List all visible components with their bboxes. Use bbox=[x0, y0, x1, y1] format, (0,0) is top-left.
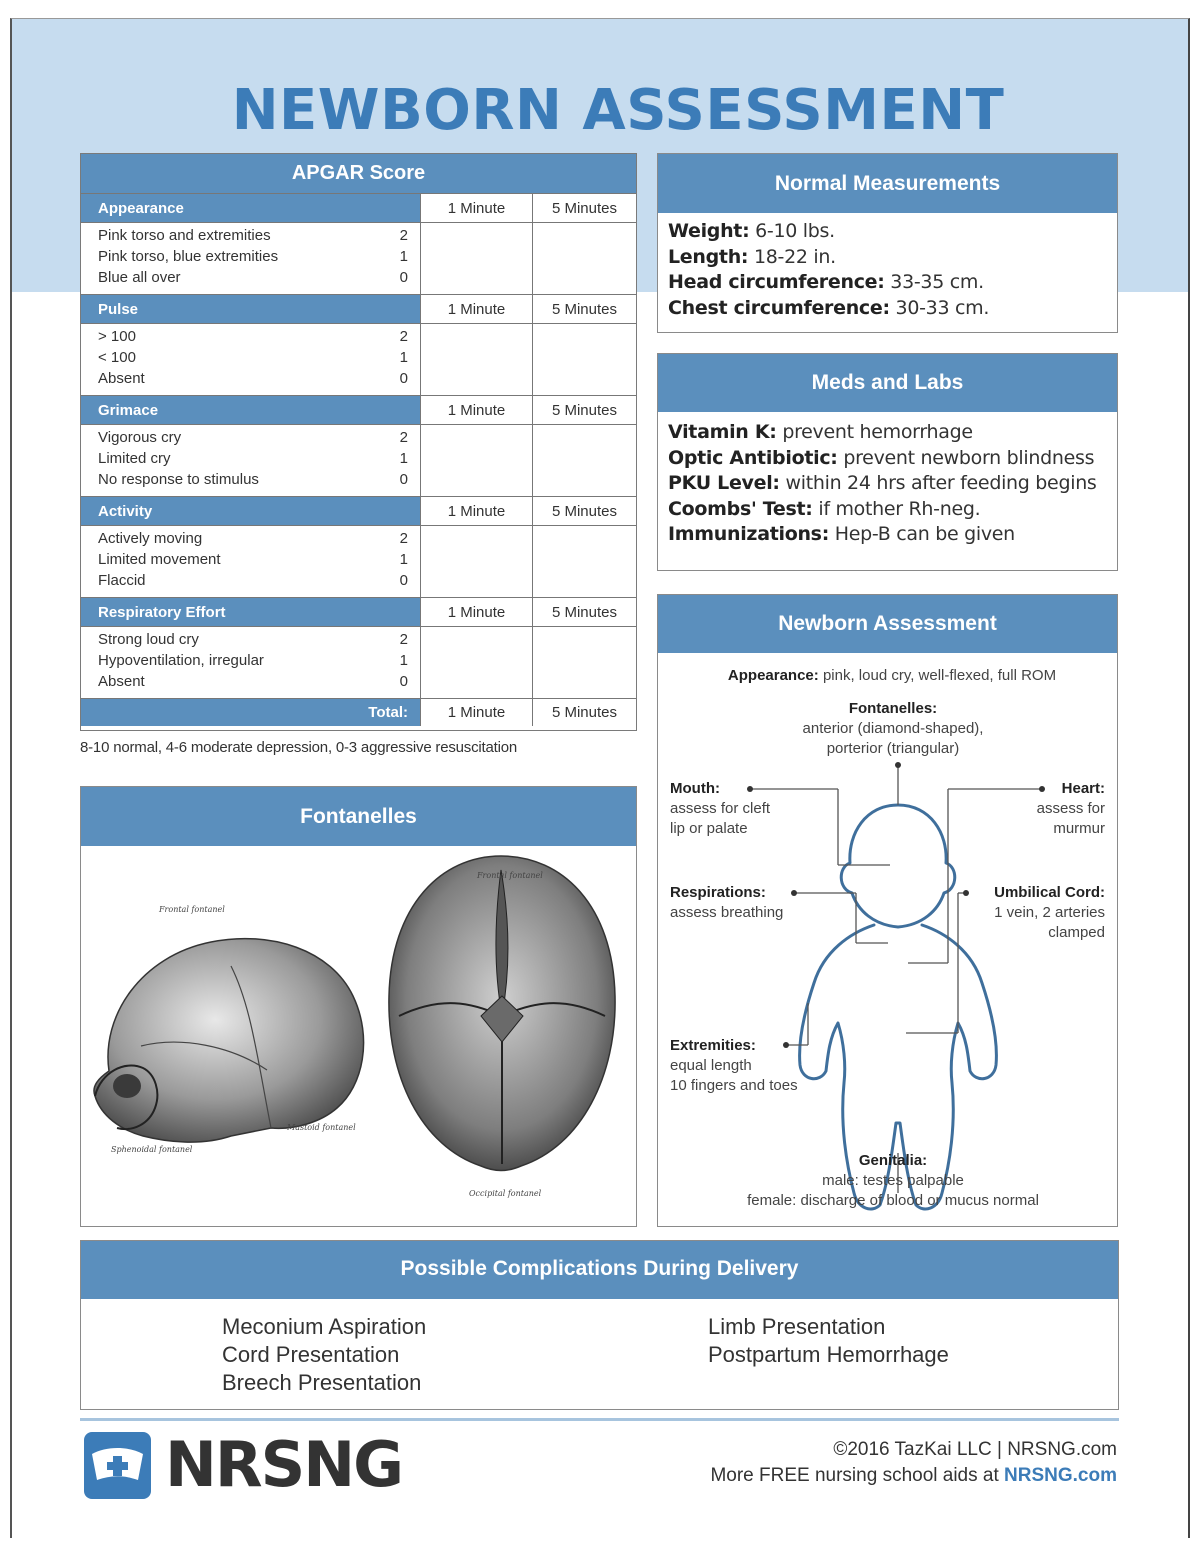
measurement-item: Chest circumference: 30-33 cm. bbox=[668, 296, 990, 319]
measurement-item: Length: 18-22 in. bbox=[668, 245, 836, 268]
criterion-row: Strong loud cry 2 bbox=[98, 631, 408, 648]
minute5-header: 5 Minutes bbox=[532, 194, 636, 222]
copyright-text: ©2016 TazKai LLC | NRSNG.com bbox=[833, 1439, 1117, 1460]
genitalia-note: Genitalia: male: testes palpable female: discharge of blood or mucus normal bbox=[747, 1152, 1039, 1209]
minute1-score-cell[interactable] bbox=[420, 324, 532, 395]
heart-note: Heart: assess for murmur bbox=[1036, 780, 1105, 837]
label-frontal-lateral: Frontal fontanel bbox=[159, 905, 225, 914]
criterion-row: Flaccid 0 bbox=[98, 572, 408, 589]
label-frontal-top: Frontal fontanel bbox=[477, 871, 543, 880]
apgar-section-activity bbox=[81, 496, 636, 597]
complications-right-list bbox=[708, 1313, 949, 1369]
criterion-row: Vigorous cry 2 bbox=[98, 429, 408, 446]
criterion-row: Pink torso, blue extremities 1 bbox=[98, 248, 408, 265]
apgar-section-respiratory bbox=[81, 597, 636, 698]
measurement-item: Weight: 6-10 lbs. bbox=[668, 220, 835, 242]
apgar-section-grimace bbox=[81, 395, 636, 496]
section-label: Activity bbox=[81, 497, 420, 525]
umbilical-cord-note: Umbilical Cord: 1 vein, 2 arteries clamped bbox=[994, 884, 1105, 941]
minute1-header: 1 Minute bbox=[420, 396, 532, 424]
minute5-score-cell[interactable] bbox=[532, 526, 636, 597]
minute5-header: 5 Minutes bbox=[532, 295, 636, 323]
complication-item: Postpartum Hemorrhage bbox=[708, 1342, 949, 1367]
skull-illustrations bbox=[81, 846, 636, 1226]
pointer-dot bbox=[963, 890, 969, 896]
box-title: Meds and Labs bbox=[658, 354, 1117, 412]
appearance-note: Appearance: pink, loud cry, well-flexed, full ROM bbox=[727, 667, 1057, 684]
minute5-score-cell[interactable] bbox=[532, 425, 636, 496]
minute5-header: 5 Minutes bbox=[532, 598, 636, 626]
med-item: Coombs' Test: if mother Rh-neg. bbox=[668, 497, 981, 520]
minute1-header: 1 Minute bbox=[420, 295, 532, 323]
minute5-header: 5 Minutes bbox=[532, 497, 636, 525]
complication-item: Breech Presentation bbox=[222, 1370, 422, 1395]
footer-divider bbox=[80, 1418, 1119, 1421]
tagline: More FREE nursing school aids at NRSNG.com bbox=[710, 1465, 1117, 1486]
box-title: Fontanelles bbox=[81, 787, 636, 846]
minute5-score-cell[interactable] bbox=[532, 324, 636, 395]
box-title: Possible Complications During Delivery bbox=[81, 1241, 1118, 1299]
page-title: NEWBORN ASSESSMENT bbox=[231, 78, 1005, 143]
complication-item: Meconium Aspiration bbox=[222, 1314, 427, 1339]
minute1-score-cell[interactable] bbox=[420, 627, 532, 698]
minute1-score-cell[interactable] bbox=[420, 526, 532, 597]
criterion-row: Limited movement 1 bbox=[98, 551, 408, 568]
criterion-row: > 100 2 bbox=[98, 328, 408, 345]
brand-logo-text: NRSNG bbox=[165, 1428, 403, 1501]
criterion-row: < 100 1 bbox=[98, 349, 408, 366]
minute1-header: 1 Minute bbox=[420, 598, 532, 626]
total-minute5[interactable]: 5 Minutes bbox=[532, 699, 636, 726]
complication-item: Limb Presentation bbox=[708, 1314, 886, 1339]
total-label: Total: bbox=[81, 699, 420, 726]
criterion-row: Blue all over 0 bbox=[98, 269, 408, 286]
criterion-row: Absent 0 bbox=[98, 370, 408, 387]
label-occipital: Occipital fontanel bbox=[469, 1189, 542, 1198]
med-item: Immunizations: Hep-B can be given bbox=[668, 523, 1015, 545]
nurse-cap-icon bbox=[84, 1432, 151, 1499]
minute5-score-cell[interactable] bbox=[532, 627, 636, 698]
box-title: Normal Measurements bbox=[658, 154, 1117, 213]
apgar-section-appearance bbox=[81, 193, 636, 294]
measurement-item: Head circumference: 33-35 cm. bbox=[668, 271, 984, 293]
complications-left-list bbox=[222, 1313, 426, 1397]
criterion-row: Limited cry 1 bbox=[98, 450, 408, 467]
section-label: Pulse bbox=[81, 295, 420, 323]
minute5-score-cell[interactable] bbox=[532, 223, 636, 294]
complication-item: Cord Presentation bbox=[222, 1342, 400, 1367]
apgar-table bbox=[80, 153, 637, 731]
criterion-row: Absent 0 bbox=[98, 673, 408, 690]
section-label: Respiratory Effort bbox=[81, 598, 420, 626]
minute1-header: 1 Minute bbox=[420, 497, 532, 525]
meds-labs-box bbox=[657, 353, 1118, 571]
mouth-note: Mouth: assess for cleft lip or palate bbox=[670, 780, 771, 837]
extremities-note: Extremities: equal length 10 fingers and toes bbox=[670, 1037, 798, 1094]
fontanelles-box bbox=[80, 786, 637, 1227]
fontanelles-note: Fontanelles: anterior (diamond-shaped), porterior (triangular) bbox=[802, 700, 984, 757]
section-label: Grimace bbox=[81, 396, 420, 424]
section-label: Appearance bbox=[81, 194, 420, 222]
criterion-row: No response to stimulus 0 bbox=[98, 471, 408, 488]
apgar-note: 8-10 normal, 4-6 moderate depression, 0-3 aggressive resuscitation bbox=[80, 739, 518, 756]
box-title: Newborn Assessment bbox=[658, 595, 1117, 653]
minute1-score-cell[interactable] bbox=[420, 223, 532, 294]
pointer-dot bbox=[791, 890, 797, 896]
baby-head bbox=[841, 805, 955, 927]
apgar-total-row bbox=[81, 698, 636, 726]
minute5-header: 5 Minutes bbox=[532, 396, 636, 424]
top-skull bbox=[389, 856, 615, 1171]
criterion-row: Hypoventilation, irregular 1 bbox=[98, 652, 408, 669]
apgar-section-pulse bbox=[81, 294, 636, 395]
apgar-title: APGAR Score bbox=[81, 154, 636, 193]
normal-measurements-box bbox=[657, 153, 1118, 333]
med-item: Vitamin K: prevent hemorrhage bbox=[668, 421, 973, 443]
pointer-dot bbox=[895, 762, 901, 768]
label-sphenoidal: Sphenoidal fontanel bbox=[111, 1145, 193, 1154]
criterion-row: Pink torso and extremities 2 bbox=[98, 227, 408, 244]
lateral-skull bbox=[94, 939, 364, 1143]
med-item: PKU Level: within 24 hrs after feeding begins bbox=[668, 472, 1097, 494]
total-minute1[interactable]: 1 Minute bbox=[420, 699, 532, 726]
newborn-assessment-box bbox=[657, 594, 1118, 1227]
minute1-header: 1 Minute bbox=[420, 194, 532, 222]
respirations-note: Respirations: assess breathing bbox=[670, 884, 784, 921]
med-item: Optic Antibiotic: prevent newborn blindness bbox=[668, 446, 1095, 469]
label-mastoid: Mastoid fontanel bbox=[287, 1123, 356, 1132]
nrsng-link[interactable]: NRSNG.com bbox=[1004, 1465, 1117, 1486]
criterion-row: Actively moving 2 bbox=[98, 530, 408, 547]
minute1-score-cell[interactable] bbox=[420, 425, 532, 496]
complications-box bbox=[80, 1240, 1119, 1410]
